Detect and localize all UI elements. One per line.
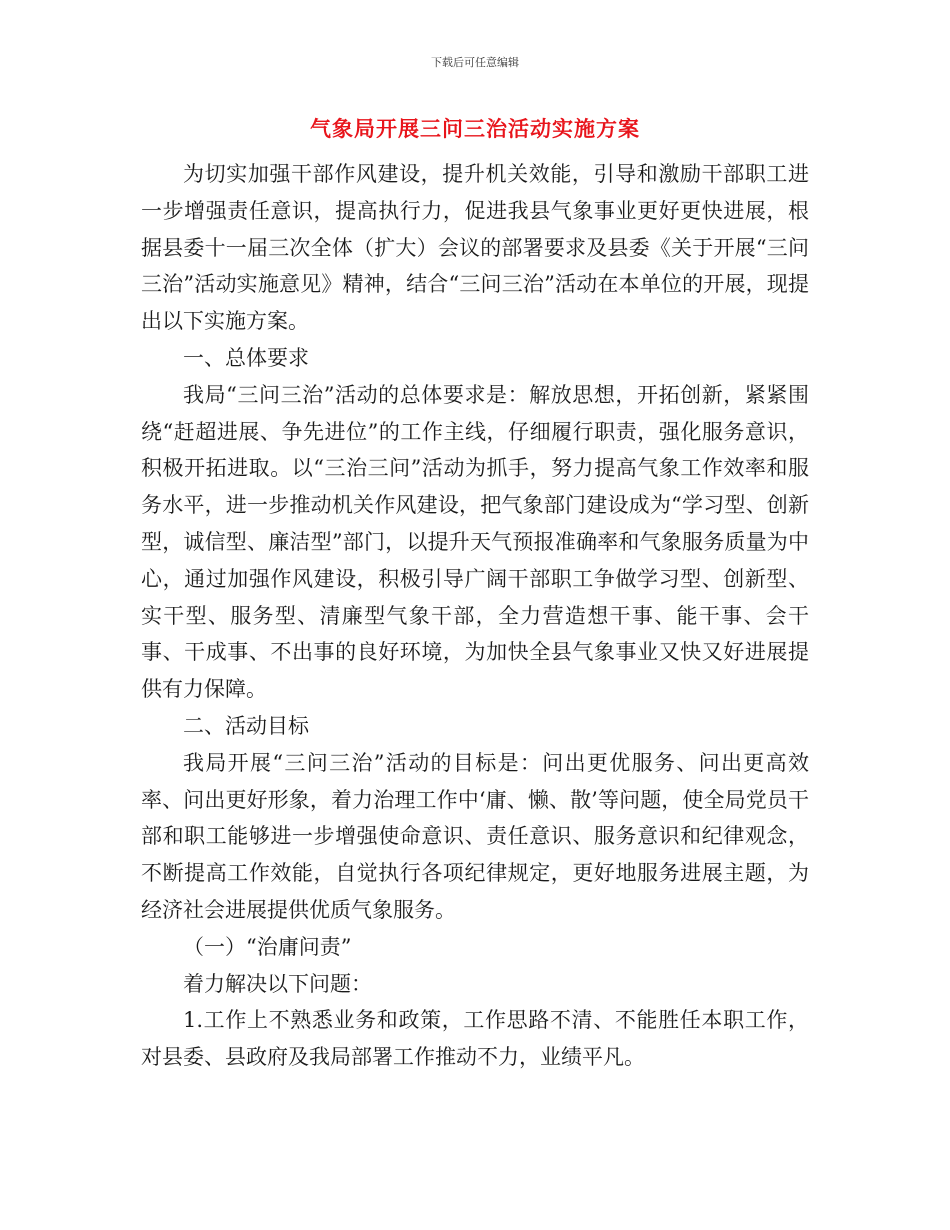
header-note: 下载后可任意编辑 [431,56,519,69]
document-title: 气象局开展三问三治活动实施方案 [310,117,640,141]
paragraph-intro: 为切实加强干部作风建设，提升机关效能，引导和激励干部职工进一步增强责任意识，提高执行力，促进我县气象事业更好更快进展，根据县委十一届三次全体（扩大）会议的部署要求及县委《关于开展“三问三治”活动实施意见》精神，结合“三问三治”活动在本单位的开展，现提出以下实施方案。 [141,162,809,334]
subsection-heading: （一）“治庸问责” [183,934,352,959]
section-heading-activity-goals: 二、活动目标 [183,713,309,738]
paragraph-problems-intro: 着力解决以下问题： [183,971,372,996]
list-item-1: 1.工作上不熟悉业务和政策，工作思路不清、不能胜任本职工作，对县委、县政府及我局部署工作推动不力，业绩平凡。 [141,1008,809,1070]
paragraph-activity-goals: 我局开展“三问三治”活动的目标是：问出更优服务、问出更高效率、问出更好形象，着力治理工作中‘庸、懒、散’等问题，使全局党员干部和职工能够进一步增强使命意识、责任意识、服务意识和纪律观念，不断提高工作效能，自觉执行各项纪律规定，更好地服务进展主题，为经济社会进展提供优质气象服务。 [141,750,809,922]
document-body [141,156,809,1076]
section-heading-overall-requirements: 一、总体要求 [183,345,309,370]
paragraph-overall-requirements: 我局“三问三治”活动的总体要求是：解放思想，开拓创新，紧紧围绕“赶超进展、争先进位”的工作主线，仔细履行职责，强化服务意识，积极开拓进取。以“三治三问”活动为抓手，努力提高气象工作效率和服务水平，进一步推动机关作风建设，把气象部门建设成为“学习型、创新型，诚信型、廉洁型”部门，以提升天气预报准确率和气象服务质量为中心，通过加强作风建设，积极引导广阔干部职工争做学习型、创新型、实干型、服务型、清廉型气象干部，全力营造想干事、能干事、会干事、干成事、不出事的良好环境，为加快全县气象事业又快又好进展提供有力保障。 [141,382,809,702]
